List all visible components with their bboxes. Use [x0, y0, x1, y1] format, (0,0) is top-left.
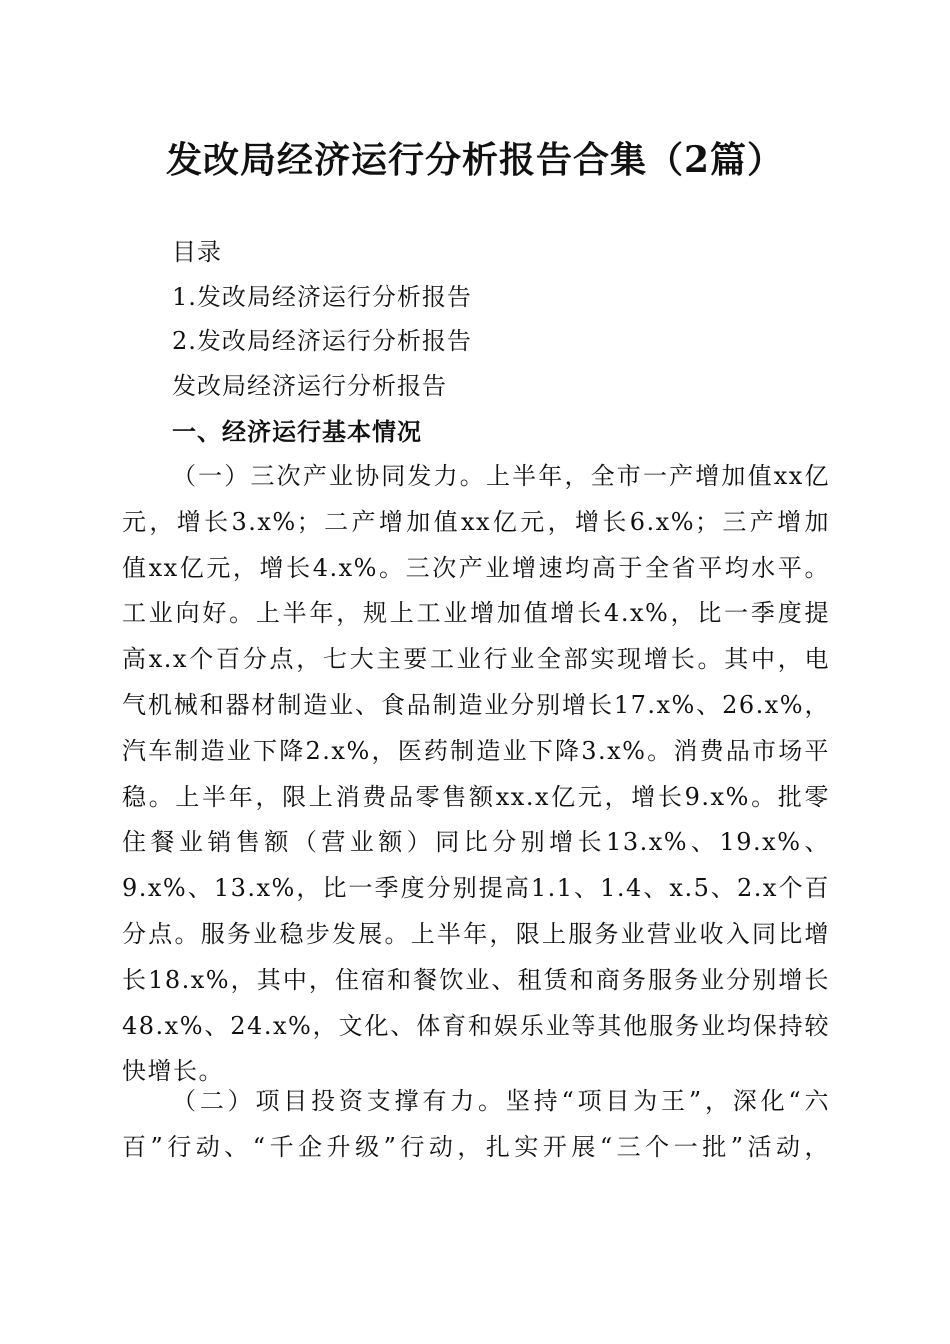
paragraph-industry	[122, 454, 830, 1095]
toc-heading: 目录	[172, 238, 222, 266]
paragraph-line: 百”行动、“千企升级”行动，扎实开展“三个一批”活动，	[122, 1132, 830, 1161]
paragraph-line: 住餐业销售额（营业额）同比分别增长13.x%、19.x%、	[122, 828, 830, 857]
paragraph-line: 工业向好。上半年，规上工业增加值增长4.x%，比一季度提	[122, 599, 830, 628]
paragraph-line: 长18.x%，其中，住宿和餐饮业、租赁和商务服务业分别增长	[122, 965, 830, 994]
section-heading: 一、经济运行基本情况	[172, 417, 422, 446]
paragraph-line: 48.x%、24.x%，文化、体育和娱乐业等其他服务业均保持较	[122, 1011, 830, 1040]
paragraph-line: （一）三次产业协同发力。上半年，全市一产增加值xx亿	[172, 462, 830, 490]
article-title: 发改局经济运行分析报告	[172, 371, 447, 400]
paragraph-line: （二）项目投资支撑有力。坚持“项目为王”，深化“六	[172, 1087, 830, 1115]
toc-item[interactable]: 1.发改局经济运行分析报告	[172, 282, 472, 311]
paragraph-line: 元，增长3.x%；二产增加值xx亿元，增长6.x%；三产增加	[122, 507, 830, 536]
paragraph-line: 汽车制造业下降2.x%，医药制造业下降3.x%。消费品市场平	[122, 736, 830, 765]
paragraph-line: 值xx亿元，增长4.x%。三次产业增速均高于全省平均水平。	[122, 553, 830, 582]
document-title: 发改局经济运行分析报告合集（2篇）	[165, 139, 785, 181]
paragraph-line: 稳。上半年，限上消费品零售额xx.x亿元，增长9.x%。批零	[122, 782, 830, 811]
paragraph-line: 高x.x个百分点，七大主要工业行业全部实现增长。其中，电	[122, 645, 830, 674]
toc-item[interactable]: 2.发改局经济运行分析报告	[172, 327, 472, 355]
paragraph-line: 分点。服务业稳步发展。上半年，限上服务业营业收入同比增	[122, 919, 830, 948]
paragraph-line: 9.x%、13.x%，比一季度分别提高1.1、1.4、x.5、2.x个百	[122, 874, 830, 903]
paragraph-line: 气机械和器材制造业、食品制造业分别增长17.x%、26.x%，	[122, 690, 830, 719]
paragraph-investment	[122, 1079, 830, 1171]
paragraph-line: 快增长。	[122, 1057, 224, 1086]
table-of-contents	[172, 230, 872, 408]
